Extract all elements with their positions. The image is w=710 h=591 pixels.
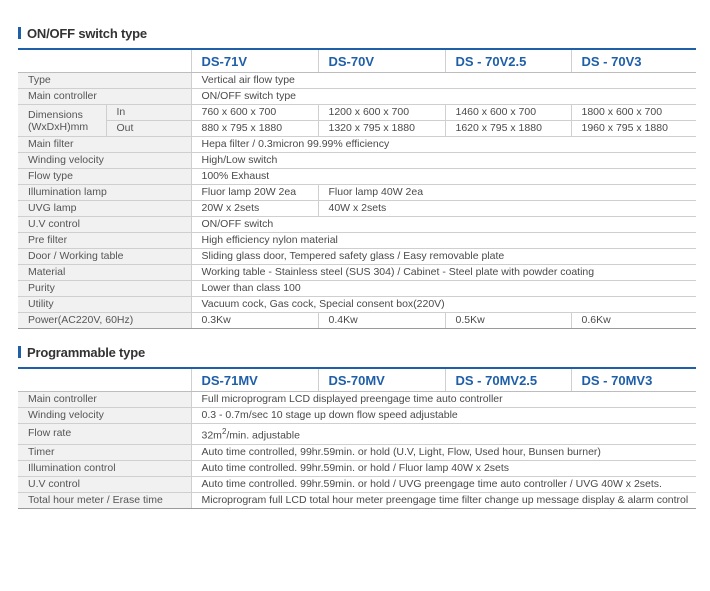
row-label: Winding velocity (18, 408, 191, 424)
dim-in-label: In (106, 105, 191, 121)
onoff-title-text: ON/OFF switch type (27, 25, 147, 41)
table-row (18, 73, 696, 89)
model-ds-71v: DS-71V (191, 49, 318, 73)
row-label: Illumination lamp (18, 185, 191, 201)
row-value: 100% Exhaust (191, 169, 696, 185)
row-value: Vertical air flow type (191, 73, 696, 89)
table-row (18, 153, 696, 169)
dim-out-label: Out (106, 121, 191, 137)
dimensions-label-text: Dimensions (WxDxH)mm (28, 108, 89, 133)
programmable-section-title (18, 344, 145, 360)
table-row (18, 137, 696, 153)
row-label: Flow rate (18, 424, 191, 445)
row-value: Auto time controlled. 99hr.59min. or hold / UVG preengage time auto controller / UVG 40W x 2sets. (191, 476, 696, 492)
table-row (18, 233, 696, 249)
table-row (18, 201, 696, 217)
model-ds-70v2-5: DS - 70V2.5 (445, 49, 571, 73)
model-ds-70v: DS-70V (318, 49, 445, 73)
row-value: Vacuum cock, Gas cock, Special consent box(220V) (191, 297, 696, 313)
row-value: High efficiency nylon material (191, 233, 696, 249)
row-value: Sliding glass door, Tempered safety glass / Easy removable plate (191, 249, 696, 265)
table-row (18, 185, 696, 201)
table-row (18, 476, 696, 492)
table-row (18, 424, 696, 445)
row-value: 20W x 2sets (191, 201, 318, 217)
row-label: Pre filter (18, 233, 191, 249)
row-value: Fluor lamp 40W 2ea (318, 185, 696, 201)
row-label: U.V control (18, 217, 191, 233)
row-value: 0.3 - 0.7m/sec 10 stage up down flow speed adjustable (191, 408, 696, 424)
row-value: Auto time controlled, 99hr.59min. or hold (U.V, Light, Flow, Used hour, Bunsen burner) (191, 444, 696, 460)
row-value: Full microprogram LCD displayed preengage time auto controller (191, 392, 696, 408)
model-ds-71mv: DS-71MV (191, 368, 318, 392)
row-value: Working table - Stainless steel (SUS 304) / Cabinet - Steel plate with powder coating (191, 265, 696, 281)
row-value: 0.6Kw (571, 313, 696, 329)
header-corner (18, 368, 191, 392)
row-value: ON/OFF switch type (191, 89, 696, 105)
row-value (191, 424, 696, 445)
row-value: Microprogram full LCD total hour meter preengage time filter change up message display & alarm control (191, 492, 696, 508)
table-row (18, 249, 696, 265)
model-ds-70mv2-5: DS - 70MV2.5 (445, 368, 571, 392)
onoff-section-title (18, 25, 147, 41)
flow-rate-prefix: 32m (201, 429, 222, 442)
row-value: Hepa filter / 0.3micron 99.99% efficiency (191, 137, 696, 153)
row-value: Fluor lamp 20W 2ea (191, 185, 318, 201)
row-value: Lower than class 100 (191, 281, 696, 297)
row-label: Illumination control (18, 460, 191, 476)
table-row (18, 313, 696, 329)
programmable-spec-table (18, 367, 696, 509)
dim-out-value: 1620 x 795 x 1880 (445, 121, 571, 137)
table-row (18, 121, 696, 137)
dim-in-value: 760 x 600 x 700 (191, 105, 318, 121)
dim-in-value: 1200 x 600 x 700 (318, 105, 445, 121)
dim-in-value: 1460 x 600 x 700 (445, 105, 571, 121)
onoff-spec-table (18, 48, 696, 329)
dim-out-value: 1960 x 795 x 1880 (571, 121, 696, 137)
row-label: U.V control (18, 476, 191, 492)
section-marker-icon (18, 346, 21, 358)
row-label: Power(AC220V, 60Hz) (18, 313, 191, 329)
row-label: Door / Working table (18, 249, 191, 265)
table-row (18, 460, 696, 476)
onoff-header-row (18, 49, 696, 73)
table-row (18, 89, 696, 105)
table-row (18, 297, 696, 313)
row-label: Main filter (18, 137, 191, 153)
programmable-title-text: Programmable type (27, 344, 145, 360)
table-row (18, 281, 696, 297)
row-label: Total hour meter / Erase time (18, 492, 191, 508)
model-ds-70v3: DS - 70V3 (571, 49, 696, 73)
row-value: 0.5Kw (445, 313, 571, 329)
row-label: Material (18, 265, 191, 281)
flow-rate-suffix: /min. adjustable (226, 429, 300, 442)
table-row (18, 169, 696, 185)
table-row (18, 105, 696, 121)
row-value: 0.4Kw (318, 313, 445, 329)
table-row (18, 492, 696, 508)
section-marker-icon (18, 27, 21, 39)
row-label: Purity (18, 281, 191, 297)
flow-rate-sup: 2 (221, 427, 227, 436)
model-ds-70mv3: DS - 70MV3 (571, 368, 696, 392)
row-label: Winding velocity (18, 153, 191, 169)
row-value: High/Low switch (191, 153, 696, 169)
dim-out-value: 1320 x 795 x 1880 (318, 121, 445, 137)
dim-out-value: 880 x 795 x 1880 (191, 121, 318, 137)
row-label: Timer (18, 444, 191, 460)
row-label: Flow type (18, 169, 191, 185)
row-label: UVG lamp (18, 201, 191, 217)
table-row (18, 408, 696, 424)
table-row (18, 265, 696, 281)
header-corner (18, 49, 191, 73)
model-ds-70mv: DS-70MV (318, 368, 445, 392)
row-value: Auto time controlled. 99hr.59min. or hold / Fluor lamp 40W x 2sets (191, 460, 696, 476)
programmable-header-row (18, 368, 696, 392)
dimensions-label (18, 105, 106, 137)
table-row (18, 392, 696, 408)
table-row (18, 444, 696, 460)
table-row (18, 217, 696, 233)
dim-in-value: 1800 x 600 x 700 (571, 105, 696, 121)
row-label: Main controller (18, 89, 191, 105)
row-label: Utility (18, 297, 191, 313)
row-value: 40W x 2sets (318, 201, 696, 217)
row-value: ON/OFF switch (191, 217, 696, 233)
row-value: 0.3Kw (191, 313, 318, 329)
row-label: Type (18, 73, 191, 89)
row-label: Main controller (18, 392, 191, 408)
